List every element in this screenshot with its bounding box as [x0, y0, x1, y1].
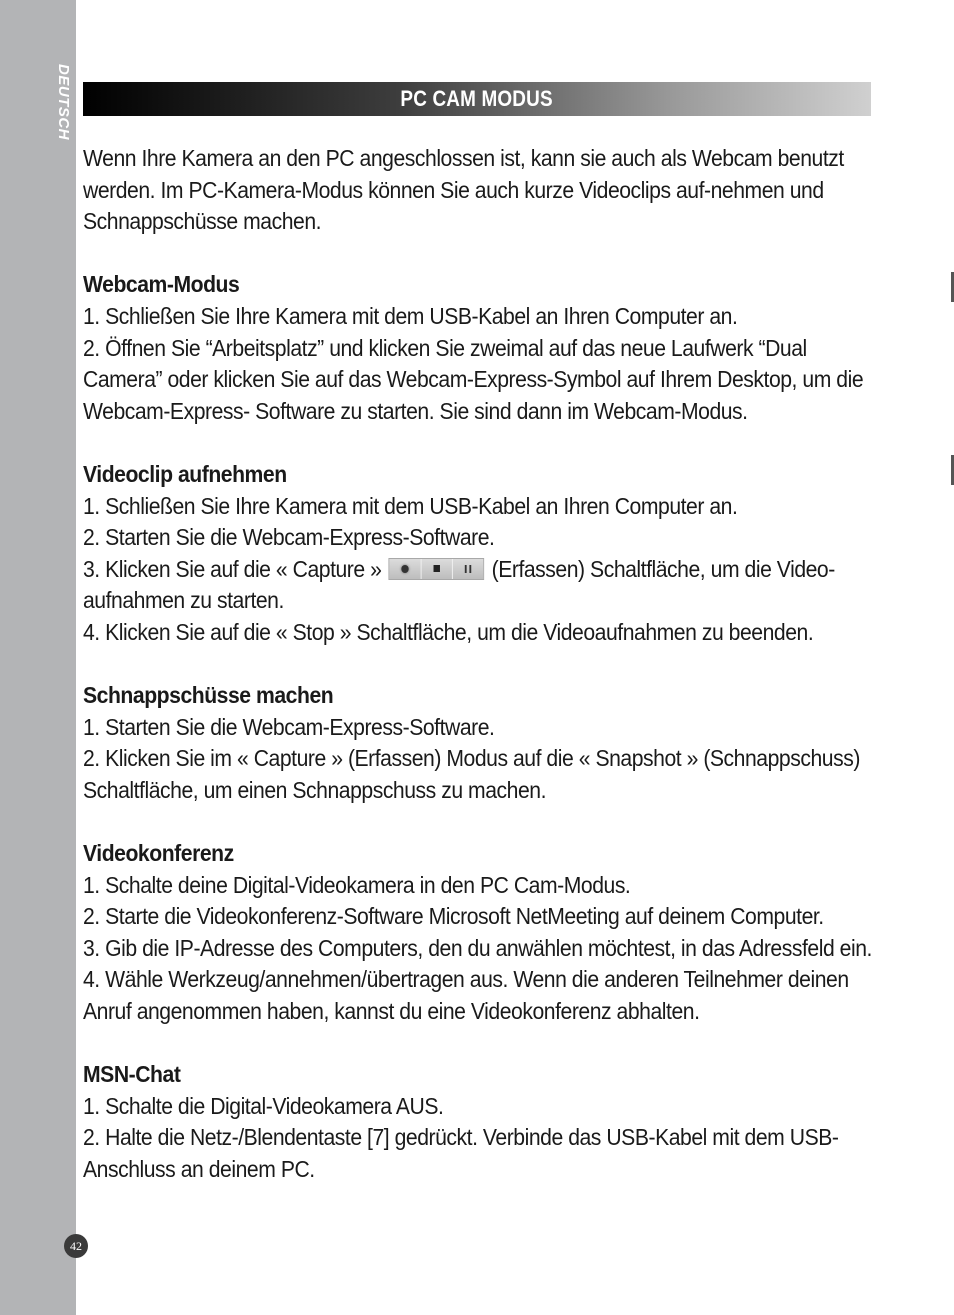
section-title-bar	[83, 82, 871, 116]
side-strip	[0, 0, 76, 1315]
conference-step-3: 3. Gib die IP-Adresse des Computers, den du anwählen möchtest, in das Adressfeld ein.	[83, 934, 872, 961]
videoclip-step-3-after: (Erfassen) Schaltfläche, um die Video-aufnahmen zu starten.	[83, 555, 835, 614]
webcam-step-2: 2. Öffnen Sie “Arbeitsplatz” und klicken Sie zweimal auf das neue Laufwerk “Dual Camera” oder klicken Sie auf das Webcam-Express-Symbol auf Ihrem Desktop, um die Webcam-Express- Software zu starten. Sie sind dann im Webcam-Modus.	[83, 334, 864, 424]
heading-videoclip: Videoclip aufnehmen	[83, 460, 287, 487]
page-number: 42	[64, 1234, 88, 1258]
heading-webcam: Webcam-Modus	[83, 271, 240, 298]
snapshot-step-2: 2. Klicken Sie im « Capture » (Erfassen) Modus auf die « Snapshot » (Schnappschuss) Schaltfläche, um einen Schnappschuss zu machen.	[83, 745, 860, 803]
videoclip-step-3-before: 3. Klicken Sie auf die « Capture »	[83, 555, 382, 582]
conference-step-1: 1. Schalte deine Digital-Videokamera in den PC Cam-Modus.	[83, 871, 631, 898]
videoclip-step-3	[83, 554, 874, 617]
heading-msn: MSN-Chat	[83, 1061, 181, 1088]
record-icon	[390, 559, 422, 579]
pause-icon	[453, 559, 484, 579]
snapshot-step-1: 1. Starten Sie die Webcam-Express-Software.	[83, 713, 495, 740]
heading-conference: Videokonferenz	[83, 840, 234, 867]
page-title: PC CAM MODUS	[400, 86, 554, 111]
main-content	[83, 143, 874, 1186]
language-label: DEUTSCH	[55, 64, 72, 141]
capture-buttons-image	[389, 558, 485, 580]
webcam-step-1: 1. Schließen Sie Ihre Kamera mit dem USB-Kabel an Ihren Computer an.	[83, 302, 738, 329]
conference-step-2: 2. Starte die Videokonferenz-Software Microsoft NetMeeting auf deinem Computer.	[83, 903, 824, 930]
msn-step-1: 1. Schalte die Digital-Videokamera AUS.	[83, 1092, 444, 1119]
videoclip-step-2: 2. Starten Sie die Webcam-Express-Software.	[83, 524, 495, 551]
videoclip-step-4: 4. Klicken Sie auf die « Stop » Schaltfläche, um die Videoaufnahmen zu beenden.	[83, 618, 814, 645]
heading-snapshot: Schnappschüsse machen	[83, 682, 334, 709]
stop-icon	[421, 559, 453, 579]
conference-step-4: 4. Wähle Werkzeug/annehmen/übertragen aus. Wenn die anderen Teilnehmer deinen Anruf angenommen haben, kannst du eine Videokonferenz abhalten.	[83, 966, 849, 1025]
videoclip-step-1: 1. Schließen Sie Ihre Kamera mit dem USB-Kabel an Ihren Computer an.	[83, 492, 738, 519]
msn-step-2: 2. Halte die Netz-/Blendentaste [7] gedrückt. Verbinde das USB-Kabel mit dem USB-Anschluss an deinem PC.	[83, 1124, 839, 1182]
intro-paragraph: Wenn Ihre Kamera an den PC angeschlossen ist, kann sie auch als Webcam benutzt werden. Im PC-Kamera-Modus können Sie auch kurze Videoclips auf-nehmen und Schnappschüsse machen.	[83, 145, 844, 235]
